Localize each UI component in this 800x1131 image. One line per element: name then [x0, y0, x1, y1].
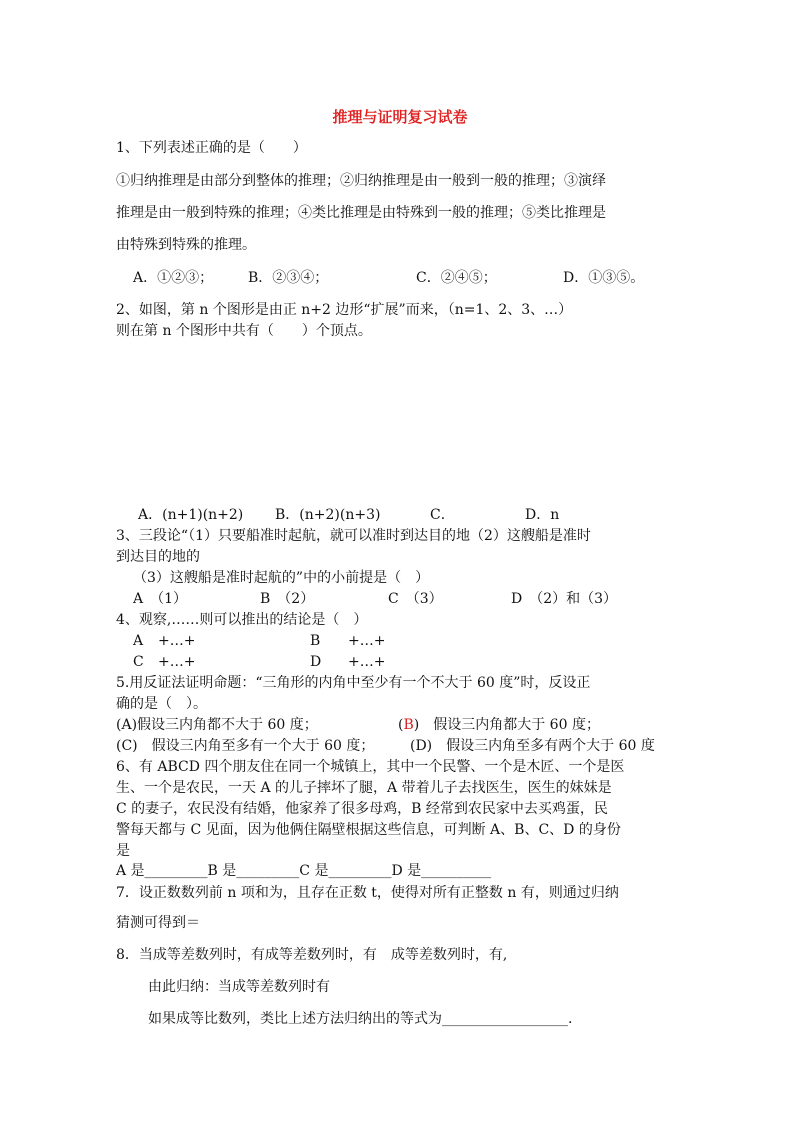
q5-option-b-close: ): [413, 717, 420, 733]
q5-option-c: (C) 假设三内角至多有一个大于 60 度；: [116, 738, 375, 754]
q3-line-3: （3）这艘船是准时起航的”中的小前提是（ ）: [133, 570, 430, 586]
q1-body-line-3: 由特殊到特殊的推理。: [116, 237, 256, 253]
q1-body-line-1: ①归纳推理是由部分到整体的推理；②归纳推理是由一般到一般的推理；③演绎: [116, 173, 606, 189]
q7-line-1: 7．设正数数列前 n 项和为，且存在正数 t，使得对所有正整数 n 有，则通过归纳: [116, 885, 619, 901]
q8-line-2: 由此归纳：当成等差数列时有: [148, 979, 330, 995]
q3-line-2: 到达目的地的: [116, 549, 200, 565]
q6-line-4: 警每天都与 C 见面，因为他俩住隔壁根据这些信息，可判断 A、B、C、D 的身份: [116, 822, 621, 838]
q5-option-d: (D) 假设三内角至多有两个大于 60 度: [410, 738, 655, 754]
q4-option-c-expr: +…+: [158, 654, 196, 670]
q2-option-b: B．(n+2)(n+3): [275, 507, 381, 523]
q5-line-1: 5.用反证法证明命题：“三角形的内角中至少有一个不大于 60 度”时，反设正: [116, 675, 591, 691]
q5-option-b-open: (: [398, 717, 404, 733]
q2-option-c: C．: [430, 507, 455, 523]
q4-option-d-letter: D: [310, 654, 322, 670]
q4-option-a-letter: A: [133, 633, 144, 649]
q2-option-d: D．n: [525, 507, 560, 523]
document-title: 推理与证明复习试卷: [332, 108, 468, 126]
q4-stem: 4、观察,……则可以推出的结论是（ ）: [116, 612, 368, 628]
q5-option-a: (A)假设三内角都不大于 60 度；: [116, 717, 318, 733]
q7-line-2: 猜测可得到＝: [116, 915, 200, 931]
q6-line-2: 生、一个是农民，一天 A 的儿子摔坏了腿，A 带着儿子去找医生，医生的妹妹是: [116, 780, 612, 796]
q3-option-c: C （3）: [388, 591, 443, 607]
q3-option-a: A （1）: [133, 591, 188, 607]
q4-option-b-expr: +…+: [348, 633, 386, 649]
q1-body-line-2: 推理是由一般到特殊的推理；④类比推理是由特殊到一般的推理；⑤类比推理是: [116, 205, 606, 221]
q1-option-a: A．①②③；: [133, 270, 214, 286]
q6-line-1: 6、有 ABCD 四个朋友住在同一个城镇上，其中一个民警、一个是木匠、一个是医: [116, 759, 625, 775]
q4-option-b-letter: B: [310, 633, 321, 649]
q5-option-b-text: 假设三内角都大于 60 度；: [433, 717, 600, 733]
q3-option-b: B （2）: [260, 591, 315, 607]
q3-line-1: 3、三段论“（1）只要船准时起航，就可以准时到达目的地（2）这艘船是准时: [116, 528, 591, 544]
q2-line-2: 则在第 n 个图形中共有（ ）个顶点。: [116, 323, 372, 339]
q1-option-d: D．①③⑤。: [563, 270, 645, 286]
q2-line-1: 2、如图，第 n 个图形是由正 n+2 边形“扩展”而来，（n=1、2、3、…）: [116, 302, 573, 318]
q2-option-a: A．(n+1)(n+2): [138, 507, 244, 523]
q1-stem: 1、下列表述正确的是（ ）: [116, 140, 307, 156]
q6-line-3: C 的妻子，农民没有结婚，他家养了很多母鸡，B 经常到农民家中去买鸡蛋，民: [116, 801, 608, 817]
q8-line-3: 如果成等比数列，类比上述方法归纳出的等式为__________________.: [148, 1011, 573, 1027]
q4-option-d-expr: +…+: [348, 654, 386, 670]
q3-option-d: D （2）和（3）: [511, 591, 618, 607]
q1-option-c: C．②④⑤；: [416, 270, 497, 286]
q4-option-c-letter: C: [133, 654, 144, 670]
q6-answer-blanks: A 是_________B 是_________C 是_________D 是__________: [116, 863, 492, 879]
q4-option-a-expr: +…+: [158, 633, 196, 649]
q5-option-b: [398, 716, 600, 734]
q8-line-1: 8．当成等差数列时，有成等差数列时，有 成等差数列时，有,: [116, 947, 508, 963]
q1-option-b: B．②③④；: [248, 270, 329, 286]
q6-line-5: 是: [116, 843, 130, 859]
q5-option-b-letter: B: [403, 717, 414, 733]
q5-line-2: 确的是（ ）。: [116, 696, 207, 712]
